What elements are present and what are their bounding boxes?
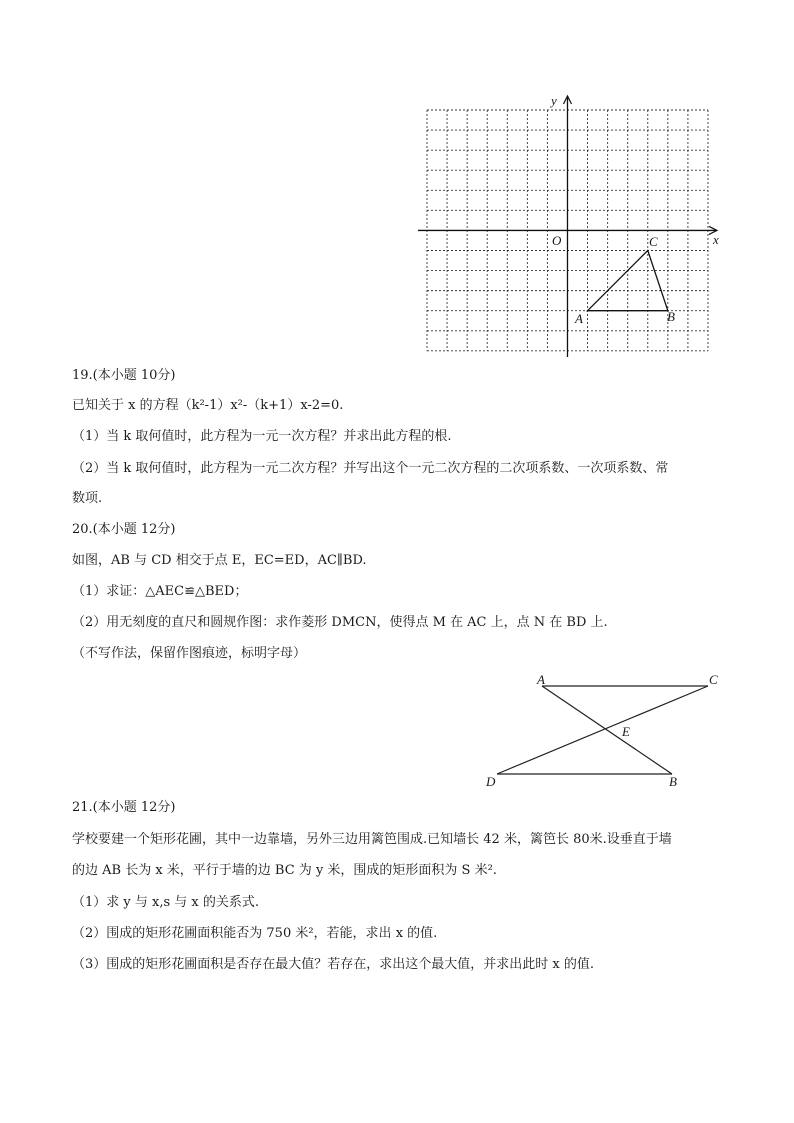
q19-header: 19.(本小题 10分) [72,368,176,383]
q21-stem-line2: 的边 AB 长为 x 米，平行于墙的边 BC 为 y 米，围成的矩形面积为 S 米². [72,863,497,878]
q19-part2-line2: 数项. [72,491,103,506]
q19-part1: （1）当 k 取何值时，此方程为一元一次方程？并求出此方程的根. [72,429,452,444]
origin-label: O [552,233,562,248]
q21-stem-line1: 学校要建一个矩形花圃，其中一边靠墙，另外三边用篱笆围成.已知墙长 42 米，篱笆长 80米.设垂直于墙 [72,832,672,847]
q19-stem: 已知关于 x 的方程（k²-1）x²-（k+1）x-2=0. [72,398,344,413]
point-c-label: C [649,234,658,249]
y-axis-label: y [551,93,557,108]
q20-part1: （1）求证：△AEC≌△BED； [72,584,248,599]
segment-dc [497,686,708,774]
q20-point-a: A [537,672,545,687]
q20-note: （不写作法，保留作图痕迹，标明字母） [72,646,307,661]
q20-point-d: D [486,774,496,789]
q20-point-c: C [709,672,718,687]
q20-part2: （2）用无刻度的直尺和圆规作图：求作菱形 DMCN，使得点 M 在 AC 上，点 N 在 BD 上. [72,615,608,630]
q19-part2-line1: （2）当 k 取何值时，此方程为一元二次方程？并写出这个一元二次方程的二次项系数、一次项系数、常 [72,461,669,476]
q20-point-b: B [669,774,677,789]
q21-part2: （2）围成的矩形花圃面积能否为 750 米²，若能，求出 x 的值. [72,926,438,941]
q21-part3: （3）围成的矩形花圃面积是否存在最大值？若存在，求出这个最大值，并求出此时 x 的值. [72,957,595,972]
point-b-label: B [667,309,675,324]
x-axis-label: x [713,232,719,247]
q21-header: 21.(本小题 12分) [72,800,176,815]
q20-header: 20.(本小题 12分) [72,522,176,537]
segment-ab [542,686,672,774]
q21-part1: （1）求 y 与 x,s 与 x 的关系式. [72,895,260,910]
point-a-label: A [575,311,583,326]
q20-stem: 如图，AB 与 CD 相交于点 E，EC=ED，AC∥BD. [72,553,367,568]
q20-point-e: E [622,724,630,739]
